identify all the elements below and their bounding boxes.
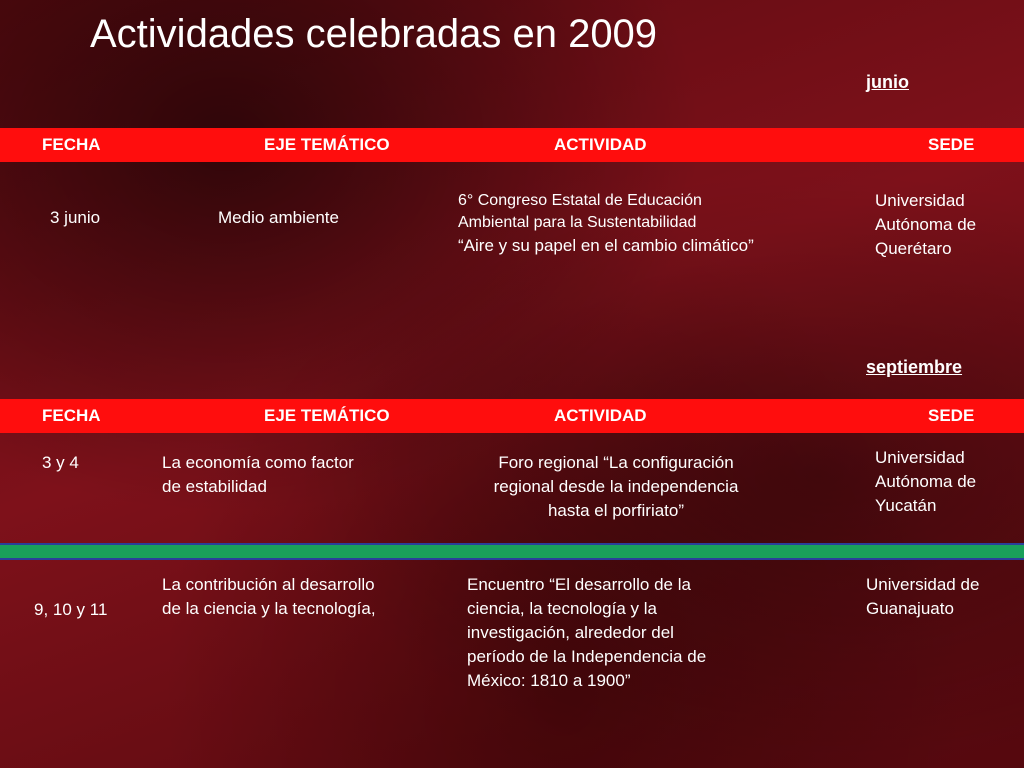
cell-actividad [467, 573, 767, 693]
cell-eje [162, 451, 422, 499]
text-line: hasta el porfiriato” [547, 501, 685, 520]
table-header-junio [0, 128, 1024, 162]
text-line: Ambiental para la Sustentabilidad [458, 214, 697, 231]
header-eje-tematico: EJE TEMÁTICO [264, 406, 390, 425]
month-label-septiembre: septiembre [866, 357, 963, 377]
row-divider [0, 543, 1024, 560]
header-fecha: FECHA [42, 135, 101, 154]
table-header-septiembre [0, 399, 1024, 433]
text-line: Foro regional “La configuración [498, 453, 734, 472]
text-line: México: 1810 a 1900” [467, 671, 631, 690]
page-title: Actividades celebradas en 2009 [90, 12, 658, 56]
header-eje-tematico: EJE TEMÁTICO [264, 135, 390, 154]
cell-sede [875, 446, 1020, 518]
text-line: investigación, alrededor del [467, 623, 674, 642]
cell-sede [866, 573, 1021, 621]
text-line: Yucatán [875, 496, 937, 515]
text-line: de estabilidad [162, 477, 267, 496]
text-line: de la ciencia y la tecnología, [162, 599, 376, 618]
header-actividad: ACTIVIDAD [554, 406, 647, 425]
text-line: La contribución al desarrollo [162, 575, 375, 594]
header-sede: SEDE [928, 406, 975, 425]
text-line: Universidad de [866, 575, 980, 594]
text-line: regional desde la independencia [493, 477, 739, 496]
cell-sede [875, 189, 1020, 261]
cell-actividad [446, 451, 786, 523]
cell-fecha: 3 y 4 [42, 453, 79, 472]
cell-eje [162, 573, 432, 621]
text-line: “Aire y su papel en el cambio climático” [458, 236, 754, 255]
header-sede: SEDE [928, 135, 975, 154]
cell-fecha: 3 junio [50, 208, 101, 227]
header-actividad: ACTIVIDAD [554, 135, 647, 154]
cell-eje: Medio ambiente [218, 208, 339, 227]
text-line: Autónoma de [875, 472, 977, 491]
cell-fecha: 9, 10 y 11 [34, 600, 108, 619]
cell-actividad [458, 190, 838, 258]
text-line: Encuentro “El desarrollo de la [467, 575, 691, 594]
text-line: período de la Independencia de [467, 647, 707, 666]
text-line: Guanajuato [866, 599, 954, 618]
text-line: Universidad [875, 191, 965, 210]
text-line: ciencia, la tecnología y la [467, 599, 657, 618]
text-line: La economía como factor [162, 453, 354, 472]
text-line: Autónoma de [875, 215, 977, 234]
text-line: Querétaro [875, 239, 952, 258]
text-line: 6° Congreso Estatal de Educación [458, 192, 702, 209]
text-line: Universidad [875, 448, 965, 467]
header-fecha: FECHA [42, 406, 101, 425]
month-label-junio: junio [866, 72, 909, 92]
